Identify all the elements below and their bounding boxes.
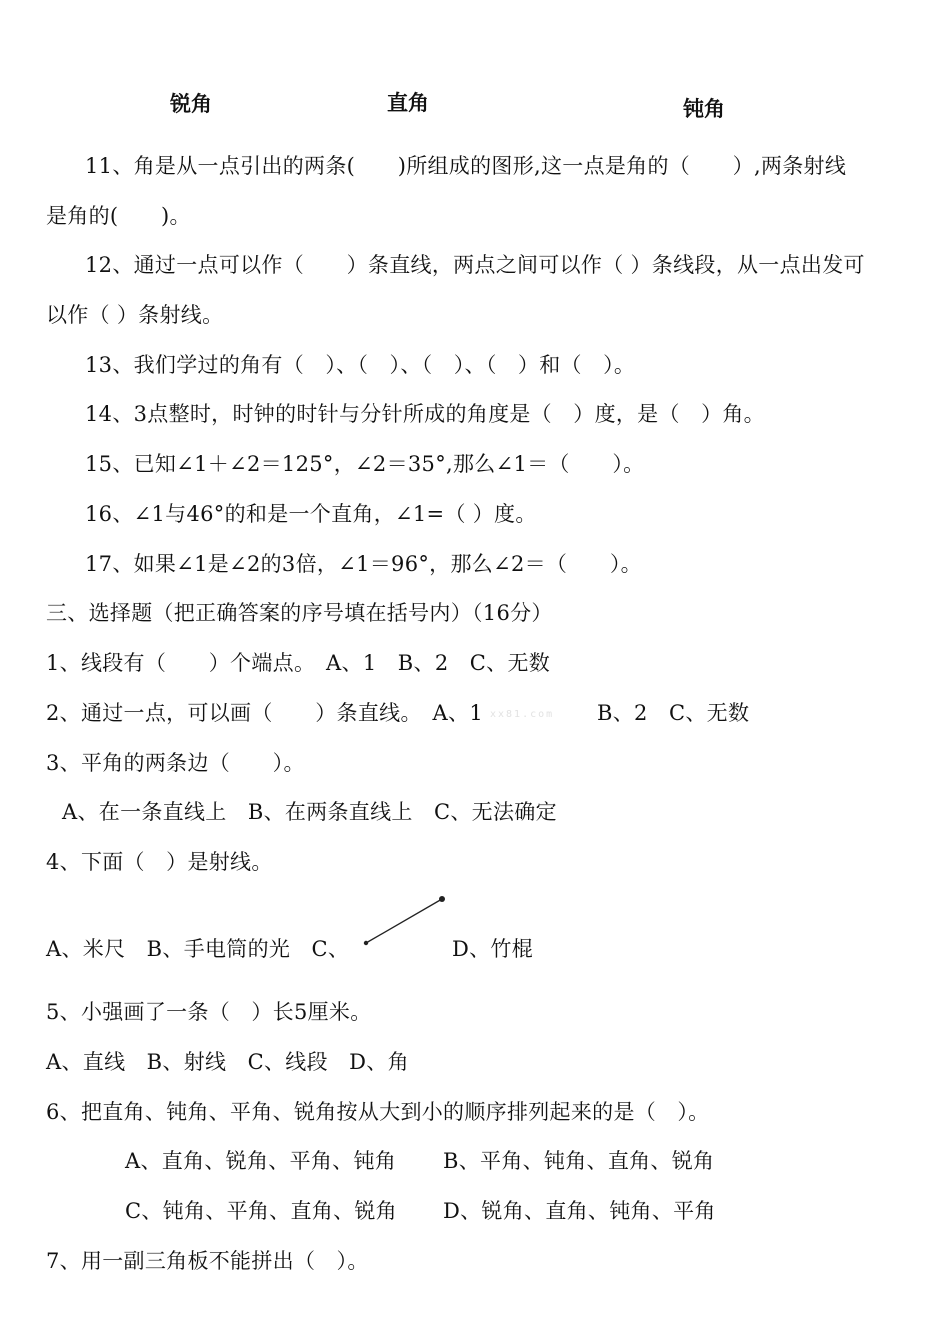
choice-2-options-rest: B、2 C、无数 [597, 701, 750, 725]
label-right-angle: 直角 [387, 91, 429, 115]
question-14: 14、3点整时，时钟的时针与分针所成的角度是（ ）度，是（ ）角。 [85, 402, 765, 426]
choice-4-options: A、米尺 B、手电筒的光 C、 [46, 937, 350, 961]
choice-1: 1、线段有（ ）个端点。 A、1 B、2 C、无数 [46, 651, 551, 675]
choice-3-options: A、在一条直线上 B、在两条直线上 C、无法确定 [62, 800, 557, 824]
label-obtuse-angle: 钝角 [683, 97, 725, 121]
watermark-text: xx81.com [490, 709, 555, 720]
choice-5-options: A、直线 B、射线 C、线段 D、角 [46, 1050, 409, 1074]
choice-5: 5、小强画了一条（ ）长5厘米。 [46, 1000, 372, 1024]
choice-6-option-d: D、锐角、直角、钝角、平角 [443, 1199, 716, 1223]
question-17: 17、如果∠1是∠2的3倍，∠1＝96°，那么∠2＝（ ）。 [85, 552, 642, 576]
question-13: 13、我们学过的角有（ ）、（ ）、（ ）、（ ）和（ ）。 [85, 353, 636, 377]
choice-3: 3、平角的两条边（ ）。 [46, 751, 305, 775]
question-12-line-1: 12、通过一点可以作（ ）条直线，两点之间可以作（ ）条线段，从一点出发可 [85, 253, 865, 277]
choice-6-option-c: C、钝角、平角、直角、锐角 [125, 1199, 397, 1223]
question-15: 15、已知∠1＋∠2＝125°，∠2＝35°,那么∠1＝（ ）。 [85, 452, 645, 476]
choice-4-option-d: D、竹棍 [452, 937, 534, 961]
section-title: 三、选择题（把正确答案的序号填在括号内）（16分） [46, 601, 553, 625]
question-11-line-2: 是角的( )。 [46, 204, 191, 228]
choice-2: 2、通过一点，可以画（ ）条直线。 A、1 [46, 701, 483, 725]
choice-6-option-b: B、平角、钝角、直角、锐角 [443, 1149, 715, 1173]
choice-4: 4、下面（ ）是射线。 [46, 850, 273, 874]
question-11-line-1: 11、角是从一点引出的两条( )所组成的图形,这一点是角的（ ）,两条射线 [85, 154, 847, 178]
question-12-line-2: 以作（ ）条射线。 [46, 303, 224, 327]
ray-diagram-icon [358, 892, 448, 952]
choice-6: 6、把直角、钝角、平角、锐角按从大到小的顺序排列起来的是（ ）。 [46, 1100, 710, 1124]
choice-7: 7、用一副三角板不能拼出（ ）。 [46, 1249, 369, 1273]
choice-6-option-a: A、直角、锐角、平角、钝角 [125, 1149, 397, 1173]
question-16: 16、∠1与46°的和是一个直角，∠1=（ ）度。 [85, 502, 537, 526]
label-acute-angle: 锐角 [170, 92, 212, 116]
